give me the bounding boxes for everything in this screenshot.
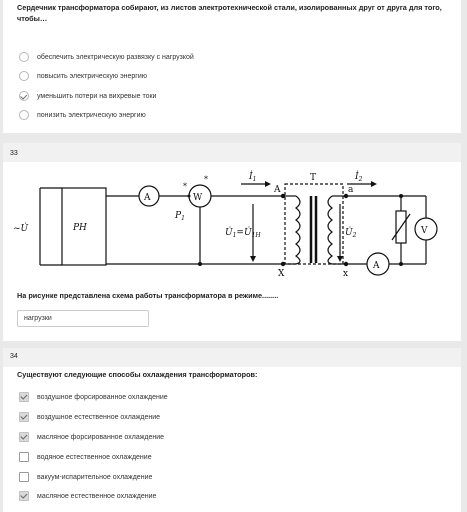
option-label: масляное форсированное охлаждение (37, 433, 165, 441)
regulator-label: РН (73, 223, 87, 233)
checkbox-checked[interactable] (19, 491, 29, 501)
option-label: вакуум-испарительное охлаждение (37, 473, 153, 481)
current2-label: $İ_2$ (355, 172, 363, 183)
checkbox-option-4[interactable] (19, 450, 152, 464)
question-number: 34 (10, 353, 18, 360)
question-card-32 (3, 0, 461, 133)
star-mark-1: * (183, 182, 187, 191)
radio-button[interactable] (19, 71, 29, 81)
u2-label: $U̇_2$ (345, 228, 357, 239)
terminal-A: A (274, 185, 281, 195)
current1-label: $İ_1$ (249, 172, 257, 183)
checkbox[interactable] (19, 472, 29, 482)
option-label: масляное естественное охлаждение (37, 492, 157, 500)
source-label: ~U̇ (13, 224, 29, 234)
option-label: повысить электрическую энергию (37, 72, 148, 80)
option-label: обеспечить электрическую развязку с нагрузкой (37, 53, 194, 61)
radio-option-4[interactable] (19, 108, 146, 122)
question-card-33 (3, 143, 461, 341)
ammeter-label: A (144, 193, 151, 203)
ammeter2-label: A (373, 261, 380, 271)
question-text: На рисунке представлена схема работы трансформатора в режиме........ (17, 291, 279, 300)
option-label: водяное естественное охлаждение (37, 453, 152, 461)
terminal-X: X (278, 269, 285, 279)
terminal-x: x (343, 269, 349, 279)
option-label: воздушное форсированное охлаждение (37, 393, 168, 401)
transformer-circuit-diagram (3, 160, 461, 280)
checkbox-checked[interactable] (19, 412, 29, 422)
question-header (3, 348, 461, 367)
question-text: Существуют следующие способы охлаждения трансформаторов: (17, 370, 258, 379)
radio-option-3[interactable] (19, 89, 156, 103)
checkbox-option-1[interactable] (19, 390, 168, 404)
checkbox-option-2[interactable] (19, 410, 160, 424)
voltmeter-label: V (421, 226, 428, 236)
radio-option-1[interactable] (19, 50, 194, 64)
radio-option-2[interactable] (19, 69, 147, 83)
checkbox-option-3[interactable] (19, 430, 164, 444)
checkbox-checked[interactable] (19, 392, 29, 402)
radio-button-checked[interactable] (19, 91, 29, 101)
u1-label: $U̇_1=U̇_{1Н}$ (225, 228, 261, 239)
option-label: уменьшить потери на вихревые токи (37, 92, 157, 100)
checkbox[interactable] (19, 452, 29, 462)
option-label: понизить электрическую энергию (37, 111, 146, 119)
question-text: Сердечник трансформатора собирают, из листов электротехнической стали, изолированных друг от друга для того, чтобы… (17, 3, 442, 23)
checkbox-checked[interactable] (19, 432, 29, 442)
star-mark-2: * (204, 175, 208, 184)
wattmeter-label: W (193, 193, 203, 203)
question-number: 33 (10, 150, 18, 157)
checkbox-option-6[interactable] (19, 489, 156, 503)
question-card-34 (3, 348, 461, 512)
transformer-label: T (310, 173, 317, 183)
option-label: воздушное естественное охлаждение (37, 413, 161, 421)
radio-button[interactable] (19, 52, 29, 62)
radio-button[interactable] (19, 110, 29, 120)
terminal-a: a (348, 185, 354, 195)
checkbox-option-5[interactable] (19, 470, 152, 484)
wattmeter-name: $P_1$ (175, 211, 185, 222)
answer-input[interactable]: нагрузки (17, 310, 149, 327)
